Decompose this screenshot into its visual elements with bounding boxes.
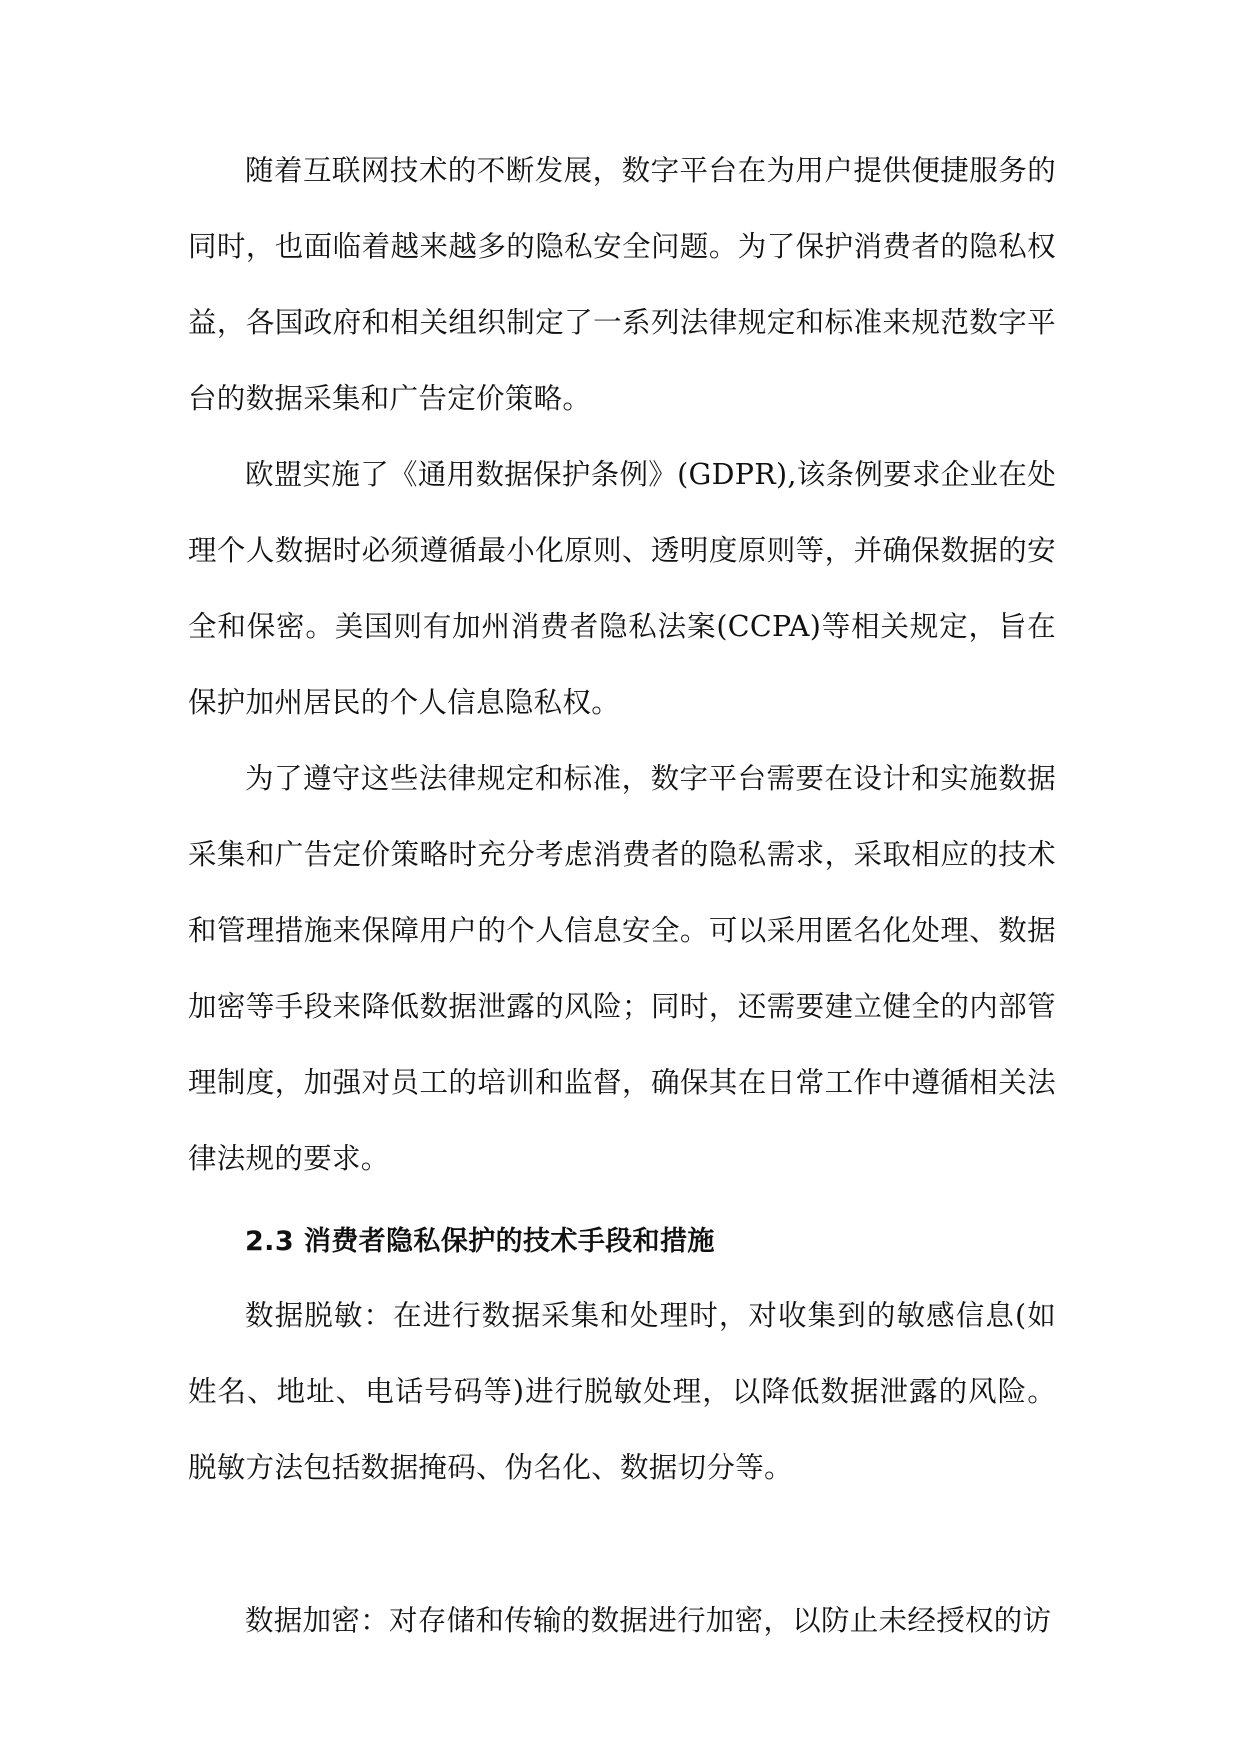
section-paragraph: 数据脱敏：在进行数据采集和处理时，对收集到的敏感信息(如姓名、地址、电话号码等)进行脱敏处理，以降低数据泄露的风险。脱敏方法包括数据掩码、伪名化、数据切分等。 [188, 1299, 1056, 1484]
section-heading: 2.3 消费者隐私保护的技术手段和措施 [245, 1226, 715, 1257]
body-paragraph: 为了遵守这些法律规定和标准，数字平台需要在设计和实施数据采集和广告定价策略时充分考虑消费者的隐私需求，采取相应的技术和管理措施来保障用户的个人信息安全。可以采用匿名化处理、数据加密等手段来降低数据泄露的风险；同时，还需要建立健全的内部管理制度，加强对员工的培训和监督，确保其在日常工作中遵循相关法律法规的要求。 [188, 762, 1056, 1175]
body-paragraph: 欧盟实施了《通用数据保护条例》(GDPR),该条例要求企业在处理个人数据时必须遵循最小化原则、透明度原则等，并确保数据的安全和保密。美国则有加州消费者隐私法案(CCPA)等相关规定，旨在保护加州居民的个人信息隐私权。 [188, 458, 1056, 719]
section-paragraph: 数据加密：对存储和传输的数据进行加密，以防止未经授权的访 [245, 1604, 1052, 1637]
body-paragraph: 随着互联网技术的不断发展，数字平台在为用户提供便捷服务的同时，也面临着越来越多的隐私安全问题。为了保护消费者的隐私权益，各国政府和相关组织制定了一系列法律规定和标准来规范数字平台的数据采集和广告定价策略。 [188, 154, 1056, 415]
